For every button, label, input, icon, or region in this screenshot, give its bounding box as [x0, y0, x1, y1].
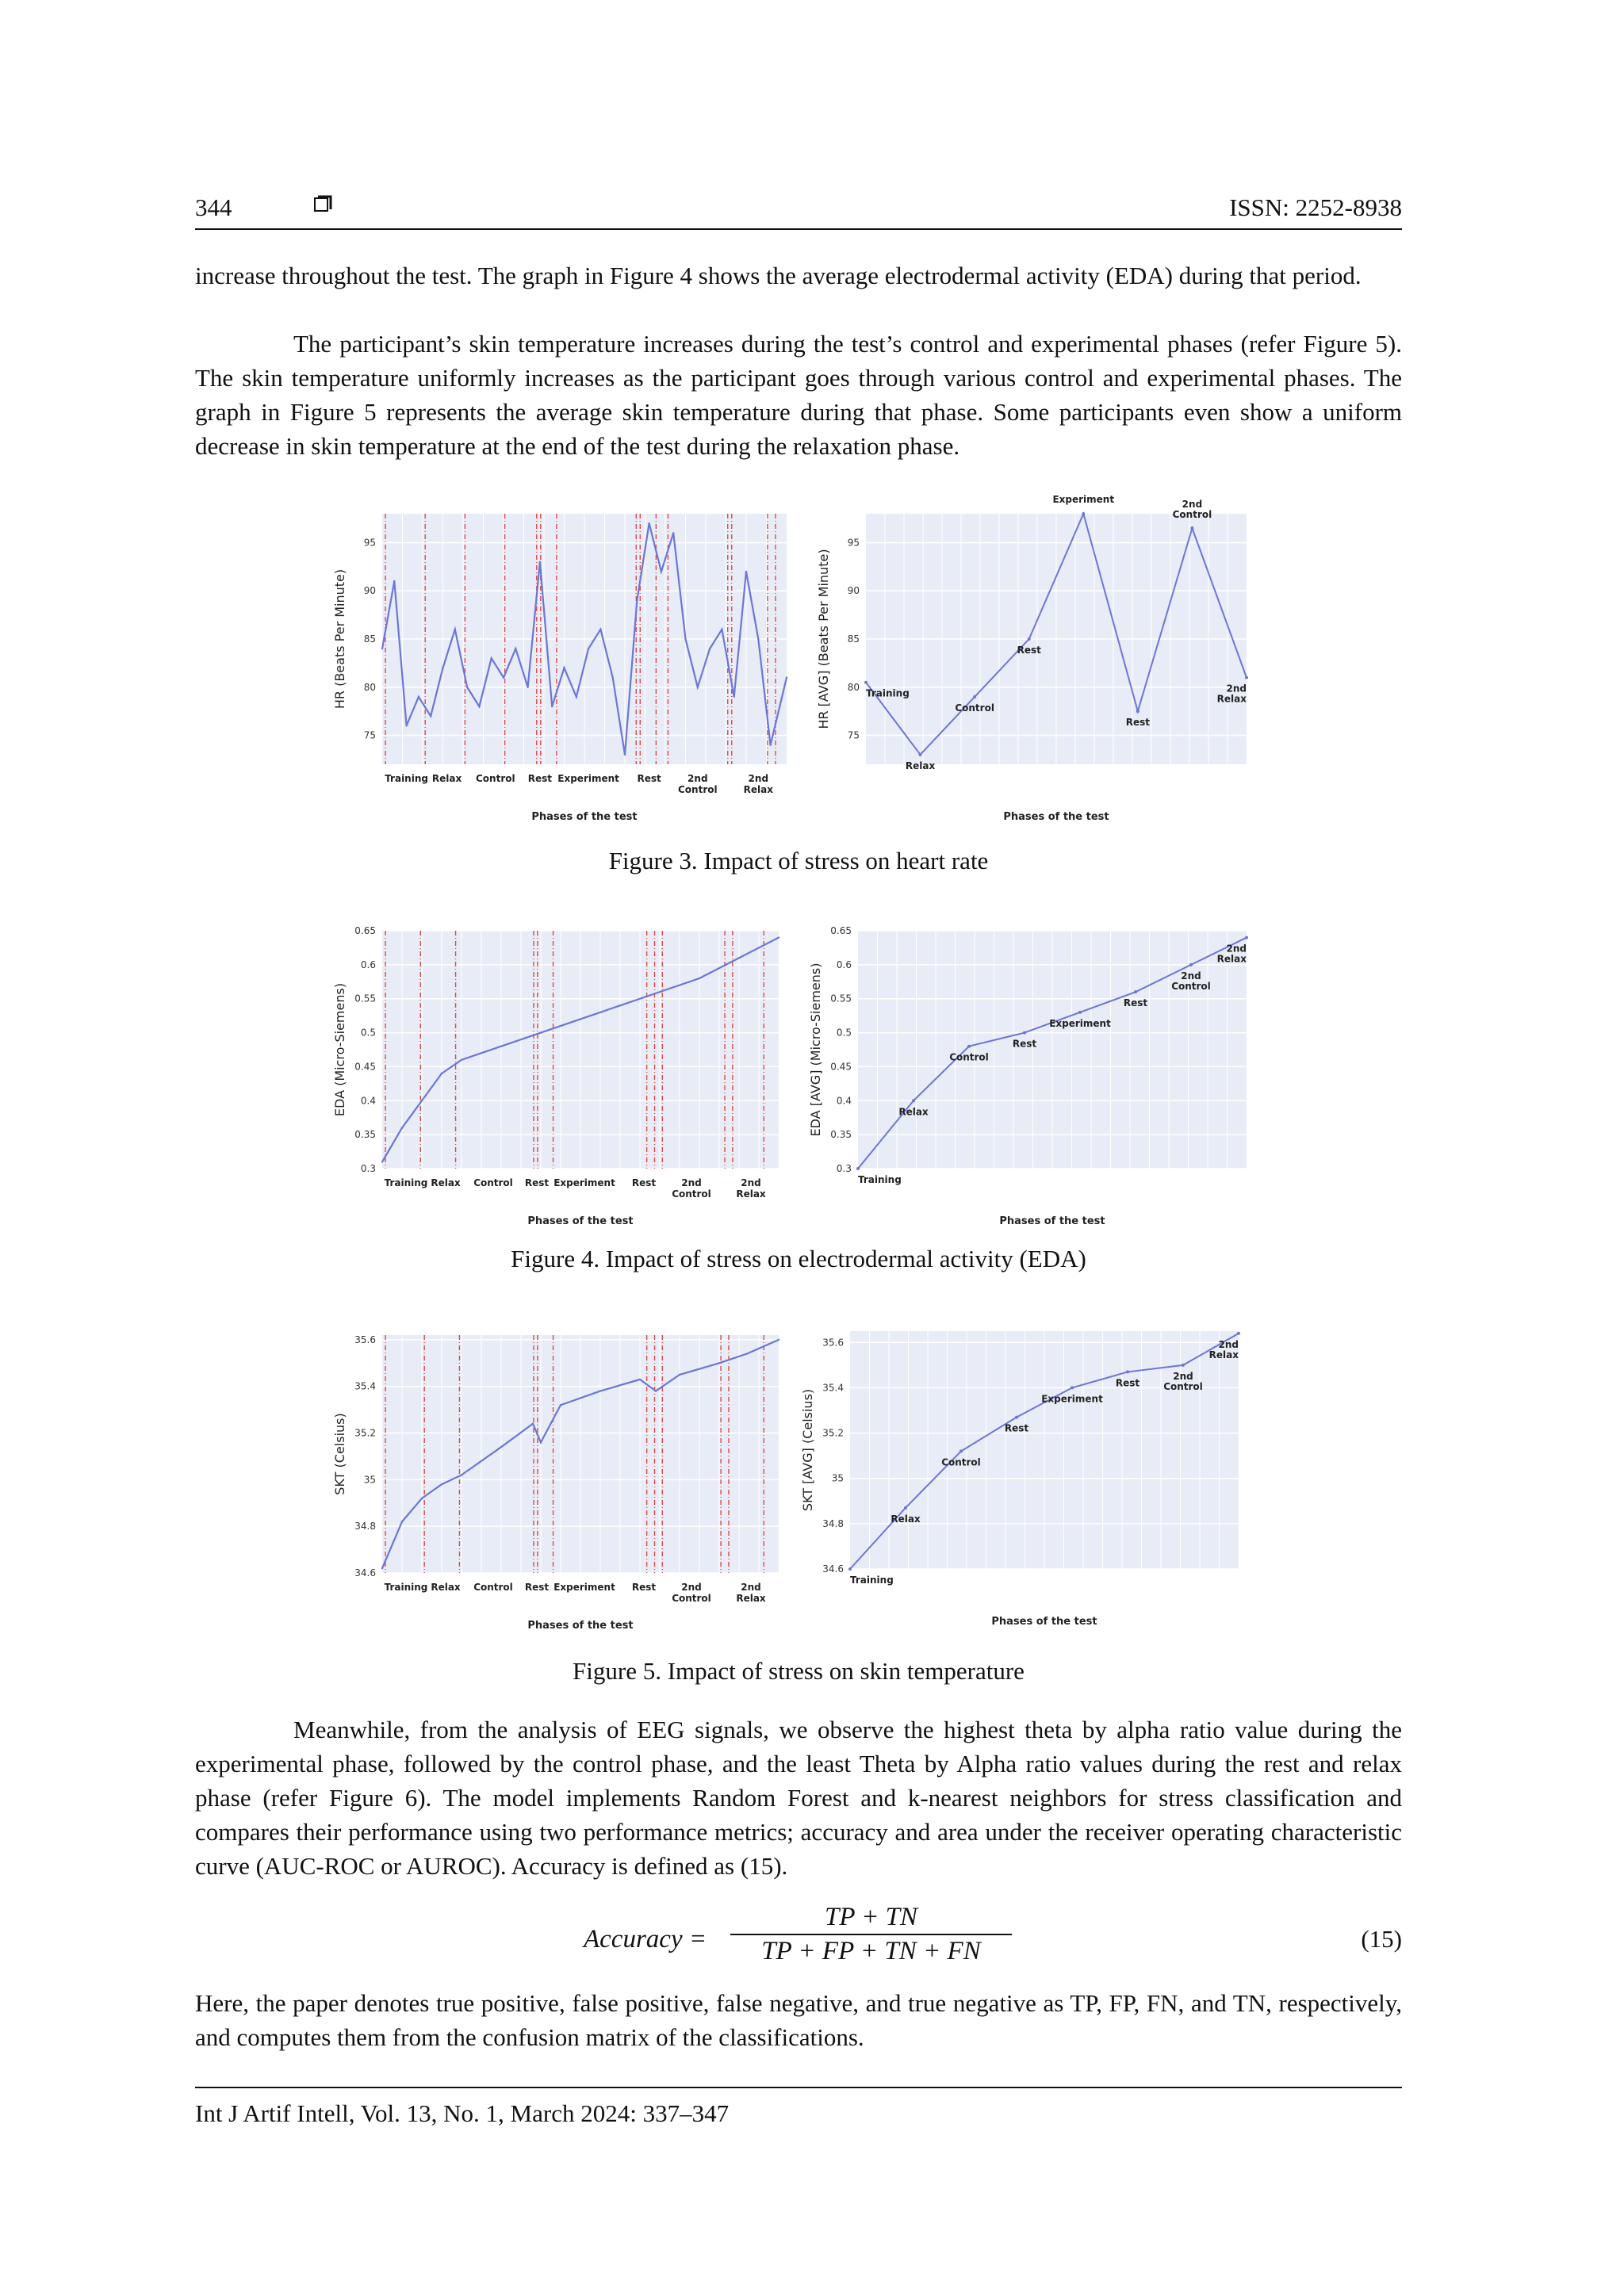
- data-point: [599, 1390, 601, 1391]
- y-tick-label: 95: [363, 537, 376, 549]
- equation-number: (15): [1361, 1925, 1402, 1953]
- data-point: [401, 1521, 403, 1522]
- data-point: [478, 706, 480, 707]
- y-tick-label: 34.8: [354, 1521, 376, 1533]
- data-point: [864, 681, 868, 684]
- x-axis-label: Phases of the test: [531, 811, 638, 823]
- data-point: [540, 1031, 542, 1033]
- phase-label: Rest: [524, 1177, 550, 1188]
- data-point: [912, 1099, 915, 1102]
- hr-average-chart: [816, 494, 1248, 823]
- phase-label: Relax: [431, 1177, 461, 1188]
- data-point: [684, 638, 686, 640]
- y-tick-label: 80: [363, 681, 376, 693]
- phase-label: Training: [385, 773, 428, 784]
- phase-label-line: Relax: [736, 1593, 766, 1604]
- phase-label: Rest: [631, 1177, 657, 1188]
- point-label: Rest: [1123, 997, 1148, 1009]
- phase-label: Experiment: [557, 773, 619, 784]
- data-point: [746, 1353, 748, 1354]
- y-tick-label: 0.55: [830, 993, 852, 1004]
- data-point: [648, 522, 649, 524]
- point-label-line: 2nd: [1226, 683, 1247, 695]
- data-point: [699, 978, 700, 979]
- data-point: [551, 706, 553, 707]
- phase-label-line: 2nd: [741, 1582, 761, 1593]
- data-point: [1028, 637, 1031, 641]
- y-tick-label: 0.3: [360, 1163, 376, 1174]
- data-point: [959, 1449, 963, 1452]
- y-tick-label: 0.65: [354, 925, 376, 936]
- data-point: [381, 648, 383, 649]
- data-point: [659, 991, 661, 993]
- data-point: [401, 1127, 403, 1128]
- data-point: [904, 1506, 907, 1510]
- point-label: Rest: [1012, 1038, 1037, 1050]
- y-tick-label: 0.65: [830, 925, 852, 936]
- data-point: [539, 561, 541, 563]
- y-tick-label: 35.6: [354, 1334, 376, 1345]
- y-tick-label: 0.55: [354, 993, 376, 1004]
- figure-5-caption: Figure 5. Impact of stress on skin temperature: [573, 1657, 1025, 1685]
- data-point: [1082, 512, 1085, 515]
- y-tick-label: 0.5: [360, 1027, 376, 1039]
- phase-label: Training: [384, 1177, 428, 1188]
- data-point: [672, 532, 674, 534]
- data-point: [441, 1483, 442, 1485]
- data-point: [515, 648, 516, 649]
- point-label: Relax: [898, 1106, 929, 1118]
- phase-label-line: 2nd: [748, 773, 769, 784]
- skt-average-chart: [800, 1331, 1240, 1628]
- phase-label: Rest: [631, 1582, 657, 1593]
- point-label-line: Control: [1172, 509, 1212, 521]
- y-axis-label: SKT [AVG] (Celsius): [800, 1388, 815, 1512]
- eda-timeseries-chart: [332, 925, 779, 1227]
- data-point: [491, 657, 492, 659]
- y-axis-label: EDA [AVG] (Micro-Siemens): [808, 962, 823, 1137]
- figure-4-eda-average: [801, 920, 1261, 1227]
- data-point: [418, 696, 419, 698]
- phase-label-line: Relax: [736, 1188, 766, 1200]
- y-tick-label: 80: [847, 681, 860, 693]
- running-header: [195, 193, 1402, 230]
- phase-label: [678, 773, 718, 795]
- data-point: [580, 1018, 581, 1020]
- data-point: [421, 1100, 423, 1101]
- page-footer: [195, 2087, 1402, 2128]
- accuracy-equation: [195, 1903, 1402, 1982]
- phase-label-line: Relax: [743, 784, 773, 795]
- point-label: Experiment: [1049, 1017, 1111, 1029]
- data-point: [500, 1446, 502, 1448]
- phase-label: Control: [473, 1177, 513, 1188]
- y-tick-label: 0.35: [354, 1129, 376, 1141]
- point-label-line: Control: [1171, 980, 1211, 992]
- data-point: [612, 676, 614, 678]
- data-point: [393, 580, 395, 582]
- data-point: [500, 1046, 502, 1047]
- figure-5-skt-timeseries: [333, 1324, 793, 1641]
- point-label: Experiment: [1041, 1393, 1103, 1405]
- x-axis-label: Phases of the test: [991, 1616, 1097, 1628]
- y-tick-label: 0.35: [830, 1129, 852, 1141]
- x-axis-label: Phases of the test: [527, 1215, 634, 1227]
- data-point: [697, 687, 699, 688]
- paragraph-eeg-analysis: Meanwhile, from the analysis of EEG signals, we observe the highest theta by alpha ratio value during the experimental phase, followed by the control phase, and the least Theta by Alpha ratio values during the rest and relax phase (refer Figure 6). The model implements Random Forest and k-nearest neighbors for stress classification and compares their performance using two performance metrics; accuracy and area under the receiver operating characteristic curve (AUC-ROC or AUROC). Accuracy is defined as (15).: [195, 1716, 1402, 1880]
- data-point: [461, 1474, 462, 1475]
- phase-label-line: Control: [672, 1593, 711, 1604]
- data-point: [599, 629, 601, 630]
- data-point: [1015, 1416, 1018, 1419]
- y-tick-label: 0.3: [836, 1163, 852, 1174]
- figure-4-eda-timeseries: [333, 920, 793, 1237]
- data-point: [636, 599, 638, 601]
- data-point: [441, 1073, 442, 1074]
- phase-label: [744, 773, 774, 795]
- y-tick-label: 0.6: [836, 959, 852, 970]
- x-axis-label: Phases of the test: [999, 1215, 1105, 1227]
- equation-lhs: Accuracy =: [584, 1925, 707, 1954]
- data-point: [745, 571, 747, 572]
- data-point: [624, 754, 626, 756]
- y-tick-label: 75: [847, 729, 860, 741]
- data-point: [967, 1045, 971, 1048]
- y-tick-label: 0.6: [360, 959, 376, 970]
- point-label: Training: [866, 687, 910, 699]
- y-tick-label: 90: [847, 585, 860, 597]
- eda-average-chart: [808, 925, 1248, 1227]
- data-point: [503, 676, 504, 678]
- y-tick-label: 85: [847, 633, 860, 645]
- point-label: Relax: [905, 760, 936, 771]
- y-tick-label: 35.2: [354, 1427, 376, 1439]
- phase-label-line: 2nd: [681, 1582, 702, 1593]
- data-point: [1023, 1031, 1026, 1035]
- y-tick-label: 75: [363, 729, 376, 741]
- phase-label: Control: [473, 1582, 513, 1593]
- data-point: [466, 687, 468, 688]
- data-point: [778, 936, 779, 938]
- figure-5-skt-average: [793, 1320, 1253, 1628]
- data-point: [639, 1379, 641, 1380]
- data-point: [619, 1004, 621, 1006]
- phase-label: [736, 1582, 766, 1604]
- figure-4-caption: Figure 4. Impact of stress on electrodermal activity (EDA): [511, 1245, 1086, 1272]
- data-point: [1071, 1386, 1074, 1389]
- data-point: [778, 1339, 779, 1341]
- data-point: [421, 1498, 423, 1499]
- skt-timeseries-chart: [332, 1334, 779, 1632]
- y-tick-label: 35: [363, 1474, 376, 1486]
- data-point: [1189, 963, 1193, 966]
- phase-label: Control: [475, 773, 515, 784]
- phase-label: Relax: [431, 773, 462, 784]
- point-label: Control: [949, 1051, 989, 1063]
- x-axis-label: Phases of the test: [527, 1620, 634, 1632]
- data-point: [560, 1404, 561, 1406]
- y-tick-label: 90: [363, 585, 376, 597]
- data-point: [454, 629, 456, 630]
- paragraph-skin-temperature: The participant’s skin temperature increases during the test’s control and experimental phases (refer Figure 5). The skin temperature uniformly increases as the participant goes through various control and experimental phases. The graph in Figure 5 represents the average skin temperature during that phase. Some participants even show a uniform decrease in skin temperature at the end of the test during the relaxation phase.: [195, 330, 1402, 460]
- data-point: [1190, 526, 1193, 530]
- point-label: Training: [850, 1575, 894, 1586]
- data-point: [1126, 1370, 1129, 1373]
- data-point: [430, 715, 431, 717]
- y-tick-label: 35: [831, 1472, 844, 1484]
- y-tick-label: 0.45: [354, 1061, 376, 1073]
- phase-label: [672, 1177, 711, 1200]
- point-label-line: Relax: [1216, 693, 1247, 705]
- phase-label-line: Control: [672, 1188, 711, 1200]
- data-point: [381, 1567, 383, 1569]
- y-tick-label: 35.2: [822, 1427, 844, 1439]
- figure-3-hr-timeseries: [333, 499, 785, 832]
- phase-label: Rest: [527, 773, 553, 784]
- y-tick-label: 0.45: [830, 1061, 852, 1073]
- phase-label: Experiment: [553, 1582, 615, 1593]
- data-point: [973, 695, 976, 698]
- data-point: [769, 744, 771, 745]
- y-tick-label: 35.4: [822, 1382, 844, 1394]
- hr-timeseries-chart: [332, 514, 787, 823]
- point-label-line: 2nd: [1182, 499, 1203, 511]
- phase-label: [672, 1582, 711, 1604]
- paragraph-confusion-matrix: Here, the paper denotes true positive, false positive, false negative, and true negative as TP, FP, FN, and TN, respectively, and computes them from the confusion matrix of the classifications.: [195, 1989, 1402, 2051]
- y-tick-label: 0.4: [360, 1095, 376, 1107]
- point-label: Relax: [891, 1513, 921, 1525]
- data-point: [709, 648, 710, 649]
- point-label-line: Relax: [1216, 953, 1247, 965]
- point-label-line: 2nd: [1173, 1370, 1193, 1382]
- y-tick-label: 0.5: [836, 1027, 852, 1039]
- point-label: [1173, 499, 1212, 520]
- data-point: [540, 1441, 542, 1443]
- point-label: Control: [955, 702, 994, 714]
- y-axis-label: HR [AVG] (Beats Per Minute): [816, 549, 831, 729]
- point-label: Rest: [1115, 1377, 1140, 1389]
- phase-label-line: 2nd: [688, 773, 708, 784]
- data-point: [442, 667, 443, 668]
- data-point: [786, 676, 787, 678]
- data-point: [1136, 710, 1139, 713]
- x-axis-label: Phases of the test: [1003, 811, 1109, 823]
- data-point: [532, 1423, 534, 1425]
- phase-label: Rest: [524, 1582, 550, 1593]
- equation-denominator: TP + FP + TN + FN: [761, 1937, 981, 1965]
- data-point: [405, 725, 407, 726]
- phase-label: [736, 1177, 766, 1200]
- data-point: [1245, 936, 1248, 939]
- y-tick-label: 34.8: [822, 1517, 844, 1529]
- point-label: Rest: [1017, 645, 1041, 656]
- point-label: Training: [858, 1174, 902, 1185]
- phase-label-line: Control: [677, 784, 718, 795]
- point-label: Control: [941, 1456, 981, 1468]
- data-point: [733, 696, 735, 698]
- point-label-line: 2nd: [1181, 970, 1201, 982]
- data-point: [679, 1374, 680, 1376]
- phase-label: Relax: [431, 1582, 461, 1593]
- data-point: [1078, 1011, 1082, 1014]
- data-point: [381, 1161, 383, 1162]
- y-tick-label: 0.4: [836, 1095, 852, 1107]
- figure-3-hr-average: [809, 494, 1261, 823]
- journal-issn: ISSN: 2252-8938: [1229, 193, 1402, 221]
- data-point: [563, 667, 565, 668]
- page-number: 344: [195, 193, 232, 221]
- data-point: [661, 571, 662, 572]
- phase-label: Training: [384, 1582, 428, 1593]
- data-point: [655, 1390, 657, 1391]
- y-tick-label: 35.4: [354, 1380, 376, 1392]
- data-point: [738, 957, 740, 959]
- point-label-line: Control: [1163, 1380, 1203, 1392]
- phase-label: Experiment: [553, 1177, 615, 1188]
- data-point: [461, 1059, 462, 1061]
- y-tick-label: 34.6: [822, 1563, 844, 1575]
- data-point: [721, 629, 722, 630]
- data-point: [919, 753, 922, 756]
- data-point: [718, 1362, 720, 1364]
- point-label: Rest: [1125, 717, 1150, 729]
- data-point: [1237, 1332, 1240, 1335]
- point-label-line: 2nd: [1218, 1338, 1239, 1350]
- y-axis-label: EDA (Micro-Siemens): [332, 982, 347, 1117]
- point-label: Experiment: [1052, 494, 1115, 505]
- figure-3-caption: Figure 3. Impact of stress on heart rate: [608, 847, 989, 874]
- checkbox-glyph-icon: [314, 195, 331, 212]
- phase-label-line: 2nd: [741, 1177, 761, 1188]
- phase-label-line: 2nd: [681, 1177, 702, 1188]
- y-tick-label: 35.6: [822, 1337, 844, 1349]
- y-tick-label: 85: [363, 633, 376, 645]
- point-label-line: Relax: [1208, 1349, 1239, 1360]
- y-tick-label: 34.6: [354, 1567, 376, 1578]
- y-axis-label: HR (Beats Per Minute): [332, 568, 347, 710]
- paragraph-eda-intro: increase throughout the test. The graph in Figure 4 shows the average electrodermal activity (EDA) during that period.: [195, 262, 1362, 289]
- equation-numerator: TP + TN: [730, 1903, 1012, 1935]
- point-label: Rest: [1004, 1422, 1029, 1434]
- data-point: [527, 687, 528, 688]
- data-point: [576, 696, 577, 698]
- data-point: [1245, 676, 1248, 679]
- point-label-line: 2nd: [1226, 943, 1247, 955]
- data-point: [1134, 990, 1137, 993]
- phase-label: Rest: [637, 773, 661, 784]
- data-point: [588, 648, 589, 649]
- data-point: [856, 1167, 860, 1170]
- data-point: [1182, 1364, 1185, 1367]
- y-axis-label: SKT (Celsius): [332, 1413, 347, 1495]
- footer-citation: Int J Artif Intell, Vol. 13, No. 1, March 2024: 337–347: [195, 2099, 730, 2127]
- equation-fraction: [730, 1903, 1012, 1966]
- data-point: [848, 1567, 852, 1571]
- data-point: [757, 638, 759, 640]
- y-tick-label: 95: [847, 537, 860, 549]
